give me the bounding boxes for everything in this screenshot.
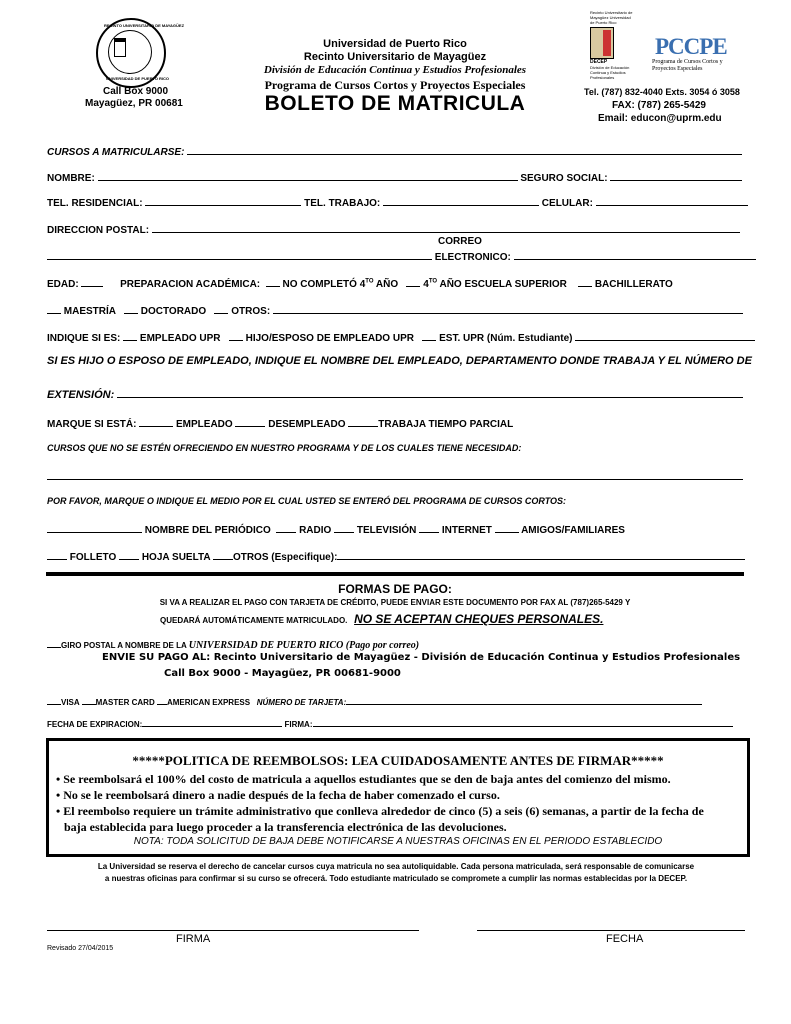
visa-check[interactable] [47,696,61,705]
empleado-upr-check[interactable] [123,330,137,341]
decep-caption: Recinto Universitario de Mayagüez Universidad de Puerto Rico [590,10,633,25]
medio-row [47,522,625,536]
correo-label: CORREO [438,236,482,247]
to2-sup: TO [428,278,438,285]
giro-label: GIRO POSTAL A NOMBRE DE LA [61,641,187,650]
maestria-check[interactable] [47,303,61,314]
politica-bullet-3: • El reembolso requiere un trámite administrativo que conlleva alrededor de cinco (5) a seis (6) semanas, a partir de la fecha de [56,804,704,818]
pago-line2-row [160,612,603,626]
division-name: División de Educación Continua y Estudios Profesionales [263,64,527,76]
empleado-upr-label: EMPLEADO UPR [139,333,221,344]
decep-logo [590,10,635,80]
direccion-label: DIRECCION POSTAL: [47,225,150,236]
expiracion-row [47,718,733,729]
amex-label: AMERICAN EXPRESS [166,698,251,707]
politica-title: *****POLITICA DE REEMBOLSOS: LEA CUIDADOSAMENTE ANTES DE FIRMAR***** [132,753,664,768]
cursos-no-label: CURSOS QUE NO SE ESTÉN OFRECIENDO EN NUESTRO PROGRAMA Y DE LOS CUALES TIENE NECESIDAD: [47,443,522,453]
to-sup: TO [365,278,374,285]
disclaimer-1: La Universidad se reserva el derecho de cancelar cursos cuya matricula no sea autoliquidable. Cada persona matriculada, será responsable de comunicarse [97,862,695,871]
email-info: Email: educon@uprm.edu [598,113,722,124]
expiracion-label: FECHA DE EXPIRACION: [47,720,143,729]
est-upr-field[interactable] [575,330,755,341]
direccion-row [47,222,740,236]
doctorado-check[interactable] [124,303,138,314]
pago-line1: SI VA A REALIZAR EL PAGO CON TARJETA DE CRÉDITO, PUEDE ENVIAR ESTE DOCUMENTO POR FAX AL (787)265-5429 Y [159,598,631,607]
periodico-label: NOMBRE DEL PERIÓDICO [144,525,271,536]
no-completo-check[interactable] [266,276,280,287]
pago-line2: QUEDARÁ AUTOMÁTICAMENTE MATRICULADO. [160,616,348,625]
bachillerato-label: BACHILLERATO [594,279,673,290]
address-line2: Mayagüez, PR 00681 [85,98,183,109]
internet-label: INTERNET [441,525,492,536]
otros-esp-check[interactable] [213,549,233,560]
parcial-label: TRABAJA TIEMPO PARCIAL [378,419,514,430]
escuela-check[interactable] [406,276,420,287]
tel-res-field[interactable] [145,195,301,206]
firma-line[interactable] [47,930,419,931]
no-cheques: NO SE ACEPTAN CHEQUES PERSONALES. [354,612,604,626]
extension-label: EXTENSIÓN: [47,389,115,401]
otros-esp-field[interactable] [337,549,745,560]
electronico-label: ELECTRONICO: [434,252,511,263]
empleado-check[interactable] [139,416,173,427]
pago-title: FORMAS DE PAGO: [338,582,452,596]
pccpe-logo: PCCPE [655,34,727,59]
politica-b1: Se reembolsará el 100% del costo de matricula a aquellos estudiantes que se den de baja antes del comienzo del mismo. [63,772,671,786]
nombre-row [47,170,742,184]
firma-pago-field[interactable] [313,718,733,727]
indique-row [47,330,755,344]
otros-esp-label: OTROS (Especifique): [232,552,338,563]
cursos-field[interactable] [187,144,742,155]
decep-sub: División de Educación Continua y Estudios Profesionales [590,65,630,80]
seal-text-top: RECINTO UNIVERSITARIO DE MAYAGÜEZ [104,23,185,28]
direccion-field-2[interactable] [47,249,432,260]
fecha-label: FECHA [606,933,644,945]
firma-pago-label: FIRMA: [284,720,313,729]
tel-info: Tel. (787) 832-4040 Exts. 3054 ó 3058 [584,87,740,97]
maestria-row [47,303,743,317]
correo-row [47,249,756,263]
hoja-check[interactable] [119,549,139,560]
doctorado-label: DOCTORADO [140,306,207,317]
fax-info: FAX: (787) 265-5429 [612,100,706,111]
nombre-field[interactable] [98,170,518,181]
politica-nota: NOTA: TODA SOLICITUD DE BAJA DEBE NOTIFICARSE A NUESTRAS OFICINAS EN EL PERIODO ESTABLECIDO [133,836,663,847]
folleto-check[interactable] [47,549,67,560]
hijo-texto: SI ES HIJO O ESPOSO DE EMPLEADO, INDIQUE EL NOMBRE DEL EMPLEADO, DEPARTAMENTO DONDE TRABAJA Y EL NÚMERO DE [47,355,752,367]
preparacion-label: PREPARACION ACADÉMICA: [120,279,261,290]
firma-label: FIRMA [176,933,211,945]
no-completo-label: NO COMPLETÓ 4 [282,279,366,290]
divider [46,572,744,576]
revisado-label: Revisado 27/04/2015 [47,945,114,952]
marque-label: MARQUE SI ESTÁ: [47,419,137,430]
cursos-row [47,144,742,158]
seal-text-bottom: UNIVERSIDAD DE PUERTO RICO [106,76,170,81]
university-name: Universidad de Puerto Rico [323,38,467,50]
por-favor-label: POR FAVOR, MARQUE O INDIQUE EL MEDIO POR EL CUAL USTED SE ENTERÓ DEL PROGRAMA DE CURSOS CORTOS: [47,496,567,506]
tel-trab-field[interactable] [383,195,539,206]
column-icon [590,27,614,59]
visa-label: VISA [61,698,80,707]
hoja-label: HOJA SUELTA [141,552,211,563]
cursos-no-field[interactable] [47,479,743,480]
otros-check[interactable] [214,303,228,314]
radio-check[interactable] [276,522,296,533]
desempleado-check[interactable] [235,416,265,427]
expiracion-field[interactable] [142,718,282,727]
numero-field[interactable] [346,696,702,705]
celular-field[interactable] [596,195,748,206]
tarjeta-row [47,696,702,707]
tv-check[interactable] [334,522,354,533]
seguro-label: SEGURO SOCIAL: [520,173,608,184]
edad-row [47,276,673,290]
pccpe-sub: Programa de Cursos Cortos y Proyectos Especiales [652,59,723,72]
est-upr-check[interactable] [422,330,436,341]
marque-row [47,416,513,430]
campus-name: Recinto Universitario de Mayagüez [303,51,487,63]
extension-field[interactable] [117,387,743,398]
politica-bullet-1: • Se reembolsará el 100% del costo de matricula a aquellos estudiantes que se den de baja antes del comienzo del mismo. [56,772,671,786]
radio-label: RADIO [299,525,332,536]
politica-b2: No se le reembolsará dinero a nadie después de la fecha de haber comenzado el curso. [63,788,500,802]
tv-label: TELEVISIÓN [356,525,417,536]
disclaimer-2: a nuestras oficinas para confirmar si su curso se ofrecerá. Todo estudiante matriculado se compromete a cumplir las normas establecidas por la DECEP. [104,874,688,883]
politica-b3: El reembolso requiere un trámite administrativo que conlleva alrededor de cinco (5) a seis (6) semanas, a partir de la fecha de [63,804,704,818]
email-field[interactable] [514,249,756,260]
otros-label: OTROS: [231,306,271,317]
master-check[interactable] [82,696,96,705]
otros-field[interactable] [273,303,743,314]
anio-label: AÑO [373,279,399,290]
hijo-esposo-label: HIJO/ESPOSO DE EMPLEADO UPR [245,333,414,344]
maestria-label: MAESTRÍA [63,306,116,317]
master-label: MASTER CARD [95,698,155,707]
hijo-esposo-check[interactable] [229,330,243,341]
folleto-row [47,549,745,563]
giro-row [47,639,419,651]
amigos-label: AMIGOS/FAMILIARES [521,525,625,536]
address-line1: Call Box 9000 [103,86,169,97]
cursos-label: CURSOS A MATRICULARSE: [47,147,185,158]
uprm-seal-logo [96,18,185,88]
direccion-field[interactable] [152,222,740,233]
folleto-label: FOLLETO [69,552,117,563]
fecha-line[interactable] [477,930,745,931]
empleado-label: EMPLEADO [176,419,233,430]
extension-row [47,387,743,401]
desempleado-label: DESEMPLEADO [268,419,346,430]
tel-res-label: TEL. RESIDENCIAL: [47,198,143,209]
giro-upr: UNIVERSIDAD DE PUERTO RICO (Pago por correo) [188,640,420,651]
politica-b3b: baja establecida para luego proceder a la transferencia electrónica de las devoluciones. [64,820,507,834]
indique-label: INDIQUE SI ES: [47,333,121,344]
envie-label: ENVIE SU PAGO AL: Recinto Universitario de Mayagüez - División de Educación Continua y Estudios Profesionales [102,652,741,663]
program-name: Programa de Cursos Cortos y Proyectos Especiales [264,78,526,92]
politica-bullet-2: • No se le reembolsará dinero a nadie después de la fecha de haber comenzado el curso. [56,788,500,802]
giro-check[interactable] [47,639,61,648]
telefonos-row [47,195,748,209]
amex-check[interactable] [157,696,167,705]
est-upr-label: EST. UPR (Núm. Estudiante) [439,333,573,344]
envie-address: Call Box 9000 - Mayagüez, PR 00681-9000 [164,668,401,679]
bachillerato-check[interactable] [578,276,592,287]
tel-trab-label: TEL. TRABAJO: [304,198,381,209]
celular-label: CELULAR: [541,198,593,209]
nombre-label: NOMBRE: [47,173,95,184]
periodico-field[interactable] [47,522,142,533]
escuela-label: AÑO ESCUELA SUPERIOR [437,279,567,290]
four-label: 4 [423,279,429,290]
building-icon [114,38,126,57]
internet-check[interactable] [419,522,439,533]
amigos-check[interactable] [495,522,519,533]
decep-logo-text: DECEP [590,59,608,65]
edad-field[interactable] [81,276,103,287]
numero-label: NÚMERO DE TARJETA: [256,698,347,707]
page-title: BOLETO DE MATRICULA [264,92,526,115]
edad-label: EDAD: [47,279,79,290]
seguro-field[interactable] [610,170,742,181]
parcial-check[interactable] [348,416,378,427]
